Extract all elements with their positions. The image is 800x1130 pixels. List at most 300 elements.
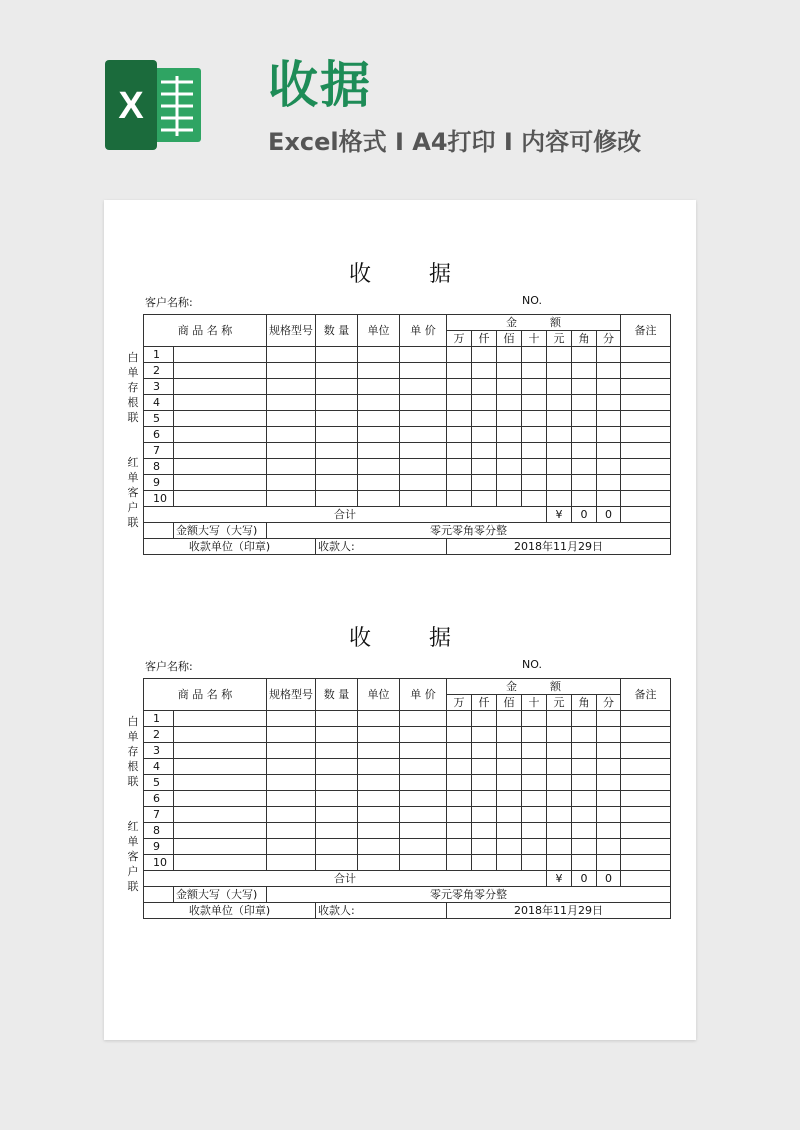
total-fen-value: 0 [597, 871, 621, 887]
table-row [144, 443, 671, 459]
table-cell [358, 743, 400, 759]
table-row [144, 855, 671, 871]
table-cell [621, 759, 671, 775]
side-char: 联 [127, 516, 139, 529]
table-cell [400, 427, 447, 443]
table-cell [316, 427, 358, 443]
table-cell [358, 711, 400, 727]
table-cell [400, 743, 447, 759]
row-number: 10 [144, 855, 174, 871]
table-cell [358, 759, 400, 775]
side-label-customer [125, 819, 141, 894]
table-cell [597, 491, 621, 507]
receipt-title-right: 据 [429, 262, 452, 287]
table-cell [572, 411, 597, 427]
table-cell [472, 807, 497, 823]
table-cell [358, 839, 400, 855]
table-cell [447, 727, 472, 743]
table-cell [358, 807, 400, 823]
table-cell [497, 443, 522, 459]
table-cell [358, 395, 400, 411]
table-cell [572, 491, 597, 507]
side-char: 红 [127, 456, 139, 469]
table-cell [547, 411, 572, 427]
table-cell [267, 775, 316, 791]
table-cell [621, 395, 671, 411]
table-cell [547, 775, 572, 791]
page-subtitle: Excel格式 I A4打印 I 内容可修改 [268, 128, 642, 156]
table-cell [572, 839, 597, 855]
receipt-table [143, 678, 671, 919]
table-cell [497, 855, 522, 871]
table-cell [621, 791, 671, 807]
table-cell [497, 839, 522, 855]
table-cell [174, 347, 267, 363]
table-row [144, 775, 671, 791]
table-cell [358, 363, 400, 379]
table-cell [547, 807, 572, 823]
table-cell [447, 443, 472, 459]
table-row [144, 711, 671, 727]
side-char: 存 [127, 745, 139, 758]
col-header-spec: 规格型号 [267, 315, 316, 347]
table-cell [597, 775, 621, 791]
amount-unit-header: 元 [547, 331, 572, 347]
table-cell [522, 807, 547, 823]
table-cell [358, 727, 400, 743]
row-number: 2 [144, 727, 174, 743]
table-cell [572, 711, 597, 727]
table-cell [497, 491, 522, 507]
table-cell [621, 775, 671, 791]
table-cell [472, 839, 497, 855]
table-cell [267, 807, 316, 823]
row-number: 3 [144, 379, 174, 395]
table-row [144, 823, 671, 839]
table-cell [497, 363, 522, 379]
table-cell [267, 411, 316, 427]
table-cell [522, 743, 547, 759]
row-number: 2 [144, 363, 174, 379]
side-label-stub [125, 350, 141, 425]
excel-logo-icon [103, 60, 203, 150]
table-cell [547, 791, 572, 807]
table-cell [547, 347, 572, 363]
page-header [0, 0, 800, 200]
table-cell [267, 379, 316, 395]
total-jiao-value: 0 [572, 507, 597, 523]
table-cell [572, 347, 597, 363]
table-cell [400, 775, 447, 791]
row-number: 6 [144, 791, 174, 807]
table-row [144, 411, 671, 427]
table-cell [358, 443, 400, 459]
table-cell [522, 395, 547, 411]
row-number: 9 [144, 839, 174, 855]
table-cell [174, 459, 267, 475]
table-cell [621, 743, 671, 759]
table-cell [522, 775, 547, 791]
table-cell [316, 491, 358, 507]
table-cell [447, 459, 472, 475]
table-cell [358, 347, 400, 363]
table-cell [400, 411, 447, 427]
table-cell [497, 791, 522, 807]
table-cell [572, 807, 597, 823]
table-cell [400, 727, 447, 743]
table-cell [472, 379, 497, 395]
table-cell [358, 823, 400, 839]
table-cell [497, 411, 522, 427]
table-row [144, 347, 671, 363]
table-row [144, 363, 671, 379]
table-cell [447, 759, 472, 775]
side-char: 单 [127, 835, 139, 848]
table-cell [522, 839, 547, 855]
col-header-unit: 单位 [358, 679, 400, 711]
amount-in-words-label: 金额大写（大写) [174, 523, 267, 539]
table-cell [522, 711, 547, 727]
table-cell [267, 443, 316, 459]
table-cell [472, 823, 497, 839]
table-cell [497, 395, 522, 411]
table-cell [174, 363, 267, 379]
table-cell [267, 475, 316, 491]
payee-label: 收款人: [316, 903, 447, 919]
table-cell [316, 411, 358, 427]
table-cell [572, 459, 597, 475]
customer-name-label: 客户名称: [145, 296, 193, 309]
table-cell [547, 363, 572, 379]
amount-in-words-row [144, 523, 671, 539]
table-cell [447, 491, 472, 507]
row-number: 8 [144, 459, 174, 475]
table-cell [572, 427, 597, 443]
header-row [144, 679, 671, 695]
table-cell [572, 743, 597, 759]
table-cell [597, 743, 621, 759]
table-cell [522, 347, 547, 363]
table-cell [316, 443, 358, 459]
col-header-unit: 单位 [358, 315, 400, 347]
paper-sheet [104, 200, 696, 1040]
row-number: 3 [144, 743, 174, 759]
table-cell [447, 823, 472, 839]
table-cell [358, 491, 400, 507]
amount-unit-header: 万 [447, 695, 472, 711]
table-cell [597, 823, 621, 839]
table-cell [472, 427, 497, 443]
table-cell [267, 839, 316, 855]
side-char: 白 [127, 715, 139, 728]
table-cell [472, 363, 497, 379]
table-row [144, 743, 671, 759]
payee-unit-label: 收款单位（印章) [144, 903, 316, 919]
total-jiao-value: 0 [572, 871, 597, 887]
table-cell [497, 823, 522, 839]
table-cell [316, 459, 358, 475]
table-cell [547, 855, 572, 871]
table-cell [472, 775, 497, 791]
table-cell [572, 727, 597, 743]
total-remark-cell [621, 507, 671, 523]
total-yen-symbol: ¥ [547, 507, 572, 523]
caps-blank-cell [144, 523, 174, 539]
table-cell [522, 363, 547, 379]
side-char: 单 [127, 471, 139, 484]
table-cell [522, 759, 547, 775]
table-cell [447, 839, 472, 855]
table-cell [267, 363, 316, 379]
table-cell [316, 855, 358, 871]
receipt-title [104, 260, 696, 290]
table-cell [572, 395, 597, 411]
table-cell [497, 711, 522, 727]
receipt-title [104, 624, 696, 654]
table-cell [472, 491, 497, 507]
table-cell [597, 839, 621, 855]
table-cell [447, 379, 472, 395]
receipt-date: 2018年11月29日 [447, 539, 671, 555]
amount-unit-header: 角 [572, 695, 597, 711]
table-cell [447, 791, 472, 807]
table-cell [400, 459, 447, 475]
table-cell [316, 711, 358, 727]
col-header-amount: 金 额 [447, 679, 621, 695]
table-cell [572, 759, 597, 775]
table-cell [597, 379, 621, 395]
table-cell [174, 743, 267, 759]
table-cell [472, 347, 497, 363]
table-cell [472, 411, 497, 427]
table-cell [621, 711, 671, 727]
amount-unit-header: 佰 [497, 695, 522, 711]
table-cell [472, 395, 497, 411]
table-cell [497, 379, 522, 395]
table-cell [267, 427, 316, 443]
col-header-quantity: 数 量 [316, 315, 358, 347]
receipt-date: 2018年11月29日 [447, 903, 671, 919]
total-label: 合计 [144, 507, 547, 523]
table-cell [400, 475, 447, 491]
table-cell [174, 839, 267, 855]
table-cell [621, 427, 671, 443]
table-cell [447, 775, 472, 791]
table-cell [547, 727, 572, 743]
table-cell [621, 363, 671, 379]
table-cell [267, 395, 316, 411]
table-cell [447, 855, 472, 871]
signature-row [144, 903, 671, 919]
table-cell [597, 807, 621, 823]
table-cell [472, 475, 497, 491]
table-cell [522, 427, 547, 443]
table-cell [597, 711, 621, 727]
row-number: 1 [144, 347, 174, 363]
table-cell [316, 791, 358, 807]
table-cell [572, 855, 597, 871]
table-cell [522, 791, 547, 807]
table-cell [597, 411, 621, 427]
table-cell [497, 743, 522, 759]
table-cell [547, 759, 572, 775]
row-number: 8 [144, 823, 174, 839]
table-cell [497, 475, 522, 491]
side-char: 户 [127, 501, 139, 514]
side-label-stub [125, 714, 141, 789]
table-cell [174, 379, 267, 395]
table-cell [597, 791, 621, 807]
table-cell [597, 363, 621, 379]
table-cell [447, 347, 472, 363]
amount-unit-header: 十 [522, 695, 547, 711]
table-cell [497, 427, 522, 443]
table-cell [497, 459, 522, 475]
table-cell [267, 459, 316, 475]
table-cell [400, 491, 447, 507]
table-cell [400, 443, 447, 459]
receipt-number-label: NO. [522, 658, 542, 671]
table-cell [447, 711, 472, 727]
total-label: 合计 [144, 871, 547, 887]
table-cell [597, 727, 621, 743]
row-number: 6 [144, 427, 174, 443]
table-cell [174, 427, 267, 443]
table-cell [472, 759, 497, 775]
table-row [144, 839, 671, 855]
table-cell [547, 743, 572, 759]
table-cell [472, 743, 497, 759]
table-cell [400, 395, 447, 411]
table-cell [174, 727, 267, 743]
table-cell [174, 775, 267, 791]
table-cell [316, 395, 358, 411]
amount-in-words-label: 金额大写（大写) [174, 887, 267, 903]
side-char: 联 [127, 411, 139, 424]
table-cell [522, 411, 547, 427]
page-title: 收据 [268, 56, 372, 114]
amount-unit-header: 分 [597, 331, 621, 347]
table-cell [621, 491, 671, 507]
table-cell [547, 475, 572, 491]
table-cell [358, 379, 400, 395]
table-cell [547, 711, 572, 727]
table-cell [597, 855, 621, 871]
table-cell [174, 855, 267, 871]
table-cell [267, 823, 316, 839]
table-cell [497, 347, 522, 363]
table-cell [572, 475, 597, 491]
row-number: 4 [144, 759, 174, 775]
table-row [144, 379, 671, 395]
table-cell [174, 443, 267, 459]
table-cell [316, 727, 358, 743]
amount-unit-header: 仟 [472, 331, 497, 347]
table-cell [358, 855, 400, 871]
col-header-remark: 备注 [621, 315, 671, 347]
table-cell [597, 395, 621, 411]
table-cell [547, 491, 572, 507]
table-cell [472, 727, 497, 743]
customer-name-label: 客户名称: [145, 660, 193, 673]
col-header-product: 商 品 名 称 [144, 679, 267, 711]
table-cell [547, 379, 572, 395]
row-number: 10 [144, 491, 174, 507]
table-cell [267, 759, 316, 775]
table-cell [447, 395, 472, 411]
table-cell [174, 475, 267, 491]
table-cell [400, 791, 447, 807]
table-cell [447, 743, 472, 759]
receipt-number-label: NO. [522, 294, 542, 307]
side-char: 存 [127, 381, 139, 394]
table-cell [174, 711, 267, 727]
side-char: 白 [127, 351, 139, 364]
table-cell [522, 475, 547, 491]
table-cell [267, 855, 316, 871]
row-number: 7 [144, 443, 174, 459]
receipt-1 [104, 260, 696, 590]
table-cell [358, 775, 400, 791]
side-char: 客 [127, 850, 139, 863]
amount-in-words-row [144, 887, 671, 903]
table-cell [597, 475, 621, 491]
table-cell [547, 395, 572, 411]
table-cell [572, 363, 597, 379]
table-cell [316, 347, 358, 363]
total-row [144, 871, 671, 887]
table-cell [174, 395, 267, 411]
table-cell [547, 839, 572, 855]
receipt-title-left: 收 [348, 262, 371, 287]
amount-unit-header: 角 [572, 331, 597, 347]
table-cell [267, 791, 316, 807]
table-cell [522, 491, 547, 507]
total-fen-value: 0 [597, 507, 621, 523]
table-cell [174, 759, 267, 775]
table-cell [400, 807, 447, 823]
table-cell [597, 443, 621, 459]
table-cell [497, 727, 522, 743]
table-cell [400, 711, 447, 727]
table-cell [358, 791, 400, 807]
side-char: 根 [127, 760, 139, 773]
table-cell [497, 807, 522, 823]
header-row [144, 315, 671, 331]
table-cell [621, 839, 671, 855]
col-header-spec: 规格型号 [267, 679, 316, 711]
table-row [144, 459, 671, 475]
table-cell [621, 807, 671, 823]
table-cell [621, 823, 671, 839]
table-cell [400, 379, 447, 395]
payee-unit-label: 收款单位（印章) [144, 539, 316, 555]
side-char: 根 [127, 396, 139, 409]
table-cell [572, 791, 597, 807]
table-cell [447, 475, 472, 491]
table-cell [472, 791, 497, 807]
col-header-quantity: 数 量 [316, 679, 358, 711]
total-yen-symbol: ¥ [547, 871, 572, 887]
col-header-price: 单 价 [400, 315, 447, 347]
table-cell [316, 743, 358, 759]
table-cell [621, 411, 671, 427]
table-row [144, 759, 671, 775]
table-cell [572, 443, 597, 459]
side-char: 联 [127, 775, 139, 788]
amount-unit-header: 仟 [472, 695, 497, 711]
receipt-table [143, 314, 671, 555]
